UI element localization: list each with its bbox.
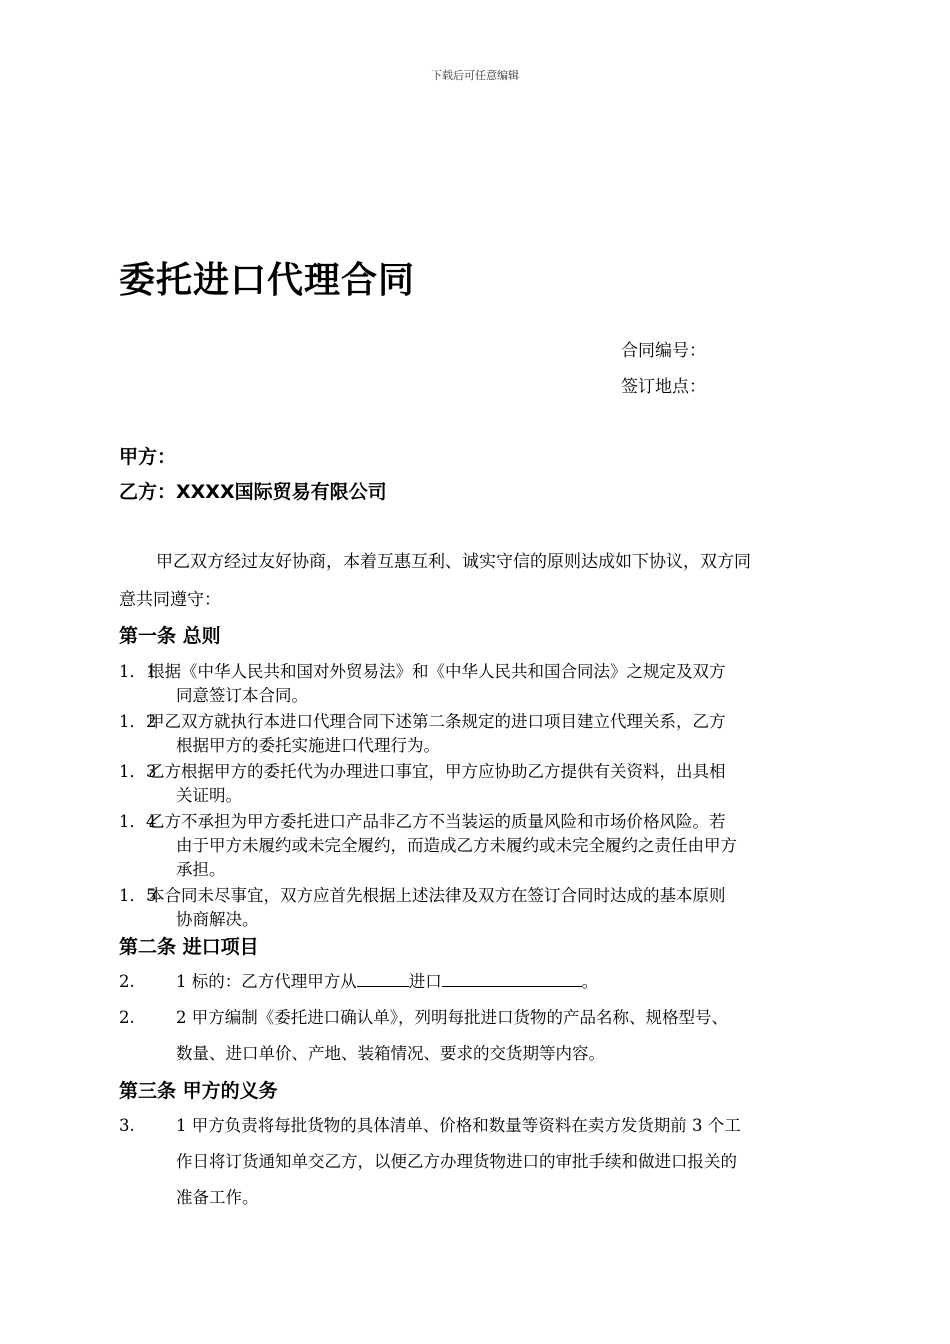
clause-text: 乙方根据甲方的委托代为办理进口事宜，甲方应协助乙方提供有关资料，出具相 xyxy=(148,762,726,781)
document-title: 委托进口代理合同 xyxy=(119,260,416,301)
clause-number: 2. xyxy=(119,972,135,991)
clause-3-1 xyxy=(119,1108,835,1216)
clause-text xyxy=(119,964,835,1000)
clause-number: 1．3 xyxy=(119,762,157,781)
clause-number: 1．5 xyxy=(119,886,157,905)
clause-text: 数量、进口单价、产地、装箱情况、要求的交货期等内容。 xyxy=(176,1044,605,1063)
sign-place-label: 签订地点： xyxy=(621,377,706,397)
clause-1-1 xyxy=(119,660,835,708)
clause-text: 承担。 xyxy=(176,860,226,879)
clause-1-4 xyxy=(119,810,835,882)
clause-text: 准备工作。 xyxy=(176,1188,259,1207)
clause-1-3 xyxy=(119,760,835,808)
preamble-line1: 甲乙双方经过友好协商，本着互惠互利、诚实守信的原则达成如下协议，双方同 xyxy=(156,552,751,572)
clause-text: 根据《中华人民共和国对外贸易法》和《中华人民共和国合同法》之规定及双方 xyxy=(148,662,726,681)
clause-1-2 xyxy=(119,710,835,758)
clause-text: 1 甲方负责将每批货物的具体清单、价格和数量等资料在卖方发货期前 3 个工 xyxy=(176,1116,741,1135)
clause-number: 3. xyxy=(119,1116,135,1135)
clause-text: 本合同未尽事宜，双方应首先根据上述法律及双方在签订合同时达成的基本原则 xyxy=(148,886,726,905)
clause-number: 1．2 xyxy=(119,712,157,731)
clause-2-2 xyxy=(119,1000,835,1072)
contract-number-label: 合同编号： xyxy=(621,341,706,361)
clause-middle: 进口 xyxy=(408,972,442,991)
article1-heading: 第一条 总则 xyxy=(119,625,221,647)
clause-text: 2 甲方编制《委托进口确认单》，列明每批进口货物的产品名称、规格型号、 xyxy=(176,1008,728,1027)
clause-text: 乙方不承担为甲方委托进口产品非乙方不当装运的质量风险和市场价格风险。若 xyxy=(148,812,726,831)
preamble-line2: 意共同遵守： xyxy=(119,590,221,610)
clause-text: 根据甲方的委托实施进口代理行为。 xyxy=(176,736,440,755)
clause-prefix: 1 标的：乙方代理甲方从 xyxy=(176,972,357,991)
clause-text: 甲乙双方就执行本进口代理合同下述第二条规定的进口项目建立代理关系，乙方 xyxy=(148,712,726,731)
clause-text: 由于甲方未履约或未完全履约，而造成乙方未履约或未完全履约之责任由甲方 xyxy=(176,836,737,855)
article2-heading: 第二条 进口项目 xyxy=(119,936,259,958)
clause-text: 作日将订货通知单交乙方，以便乙方办理货物进口的审批手续和做进口报关的 xyxy=(176,1152,737,1171)
party-a: 甲方： xyxy=(119,446,177,468)
goods-blank[interactable] xyxy=(442,968,582,987)
clause-text: 同意签订本合同。 xyxy=(176,686,308,705)
party-b: 乙方：XXXX国际贸易有限公司 xyxy=(119,481,387,503)
clause-text: 关证明。 xyxy=(176,786,242,805)
clause-number: 1．4 xyxy=(119,812,157,831)
clause-2-1 xyxy=(119,964,835,1000)
article3-heading: 第三条 甲方的义务 xyxy=(119,1080,278,1102)
origin-blank[interactable] xyxy=(357,968,409,987)
clause-1-5 xyxy=(119,884,835,932)
clause-number: 1．1 xyxy=(119,662,157,681)
clause-text: 协商解决。 xyxy=(176,910,259,929)
clause-number: 2. xyxy=(119,1008,135,1027)
page-header: 下载后可任意编辑 xyxy=(431,69,519,82)
clause-suffix: 。 xyxy=(581,972,599,991)
